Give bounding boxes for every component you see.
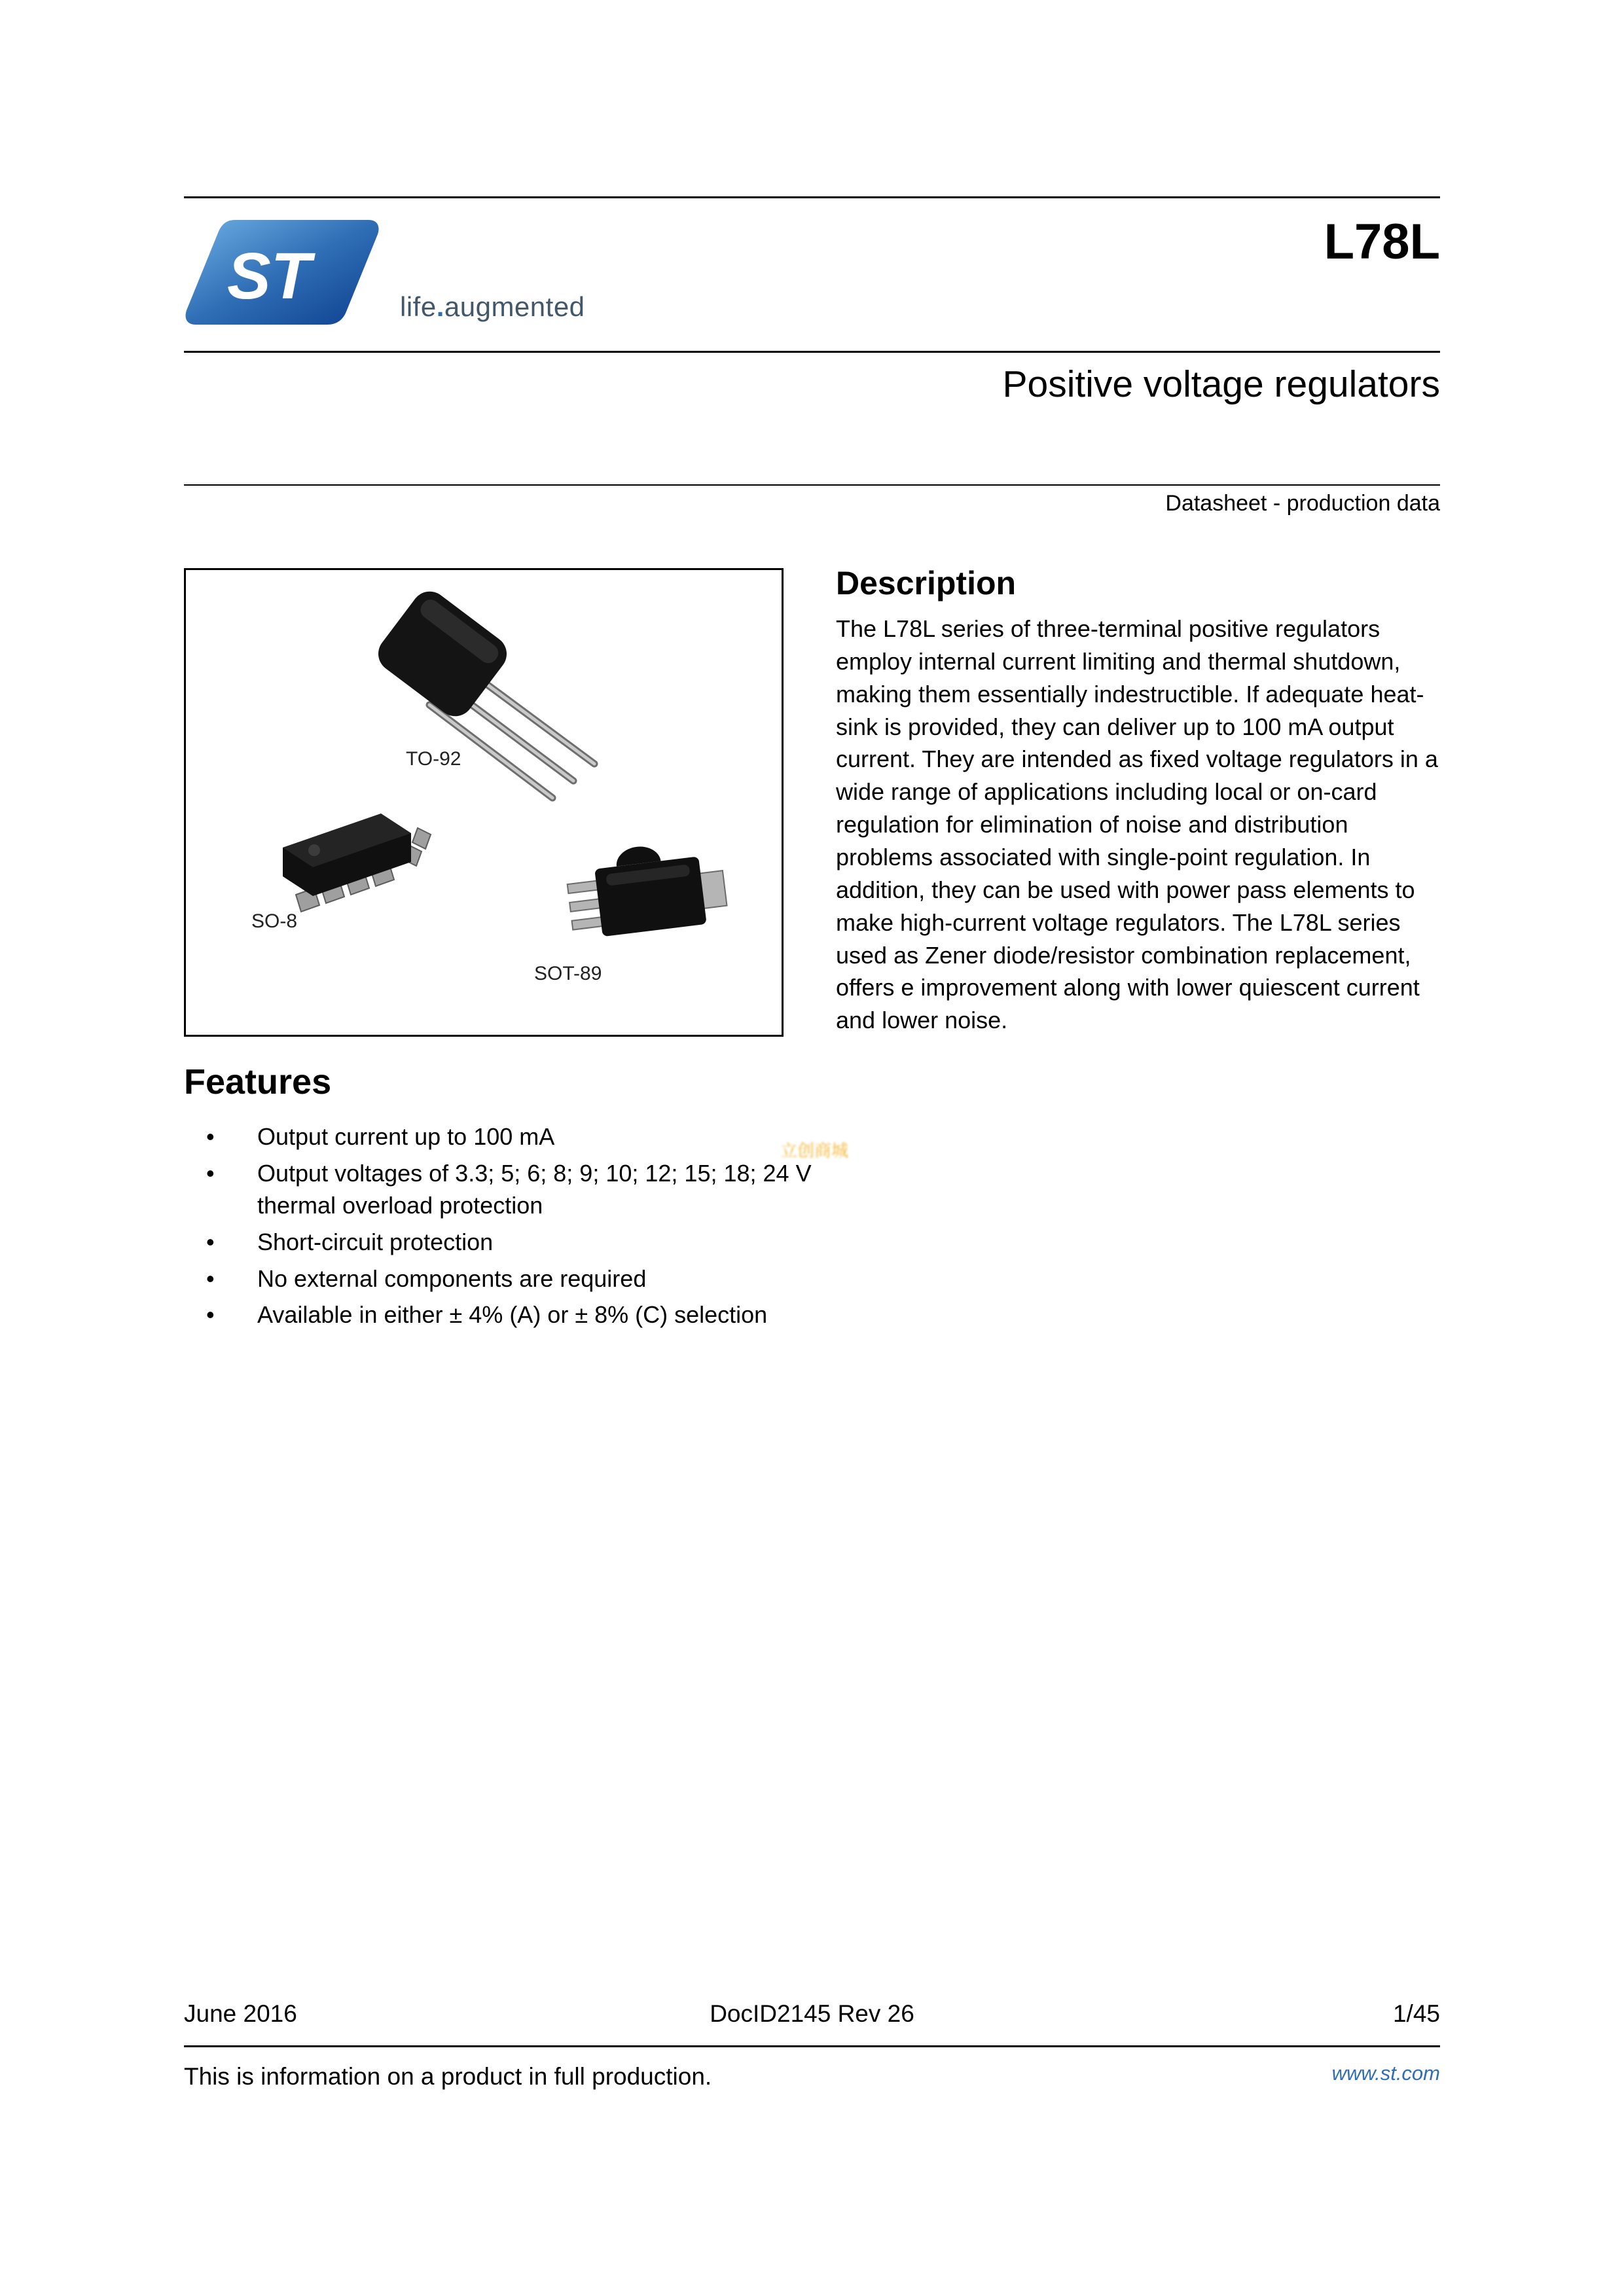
features-section — [184, 1062, 832, 1335]
document-title: L78L — [1324, 214, 1440, 270]
so8-package-image — [283, 814, 431, 912]
feature-item: • Output current up to 100 mA — [184, 1121, 832, 1153]
so8-label: SO-8 — [251, 910, 298, 932]
tagline-life: life — [400, 291, 437, 322]
tagline-augmented: augmented — [444, 291, 585, 322]
watermark: 立创商城 — [780, 1141, 849, 1160]
top-rule — [184, 196, 1440, 198]
tagline-dot: . — [436, 291, 444, 322]
to92-label: TO-92 — [406, 748, 461, 770]
footer-page-number: 1/45 — [1392, 2000, 1440, 2027]
footer-note: This is information on a product in full production. — [184, 2063, 712, 2090]
package-illustrations — [186, 570, 782, 1035]
features-heading: Features — [184, 1062, 332, 1102]
footer-row — [184, 2000, 1440, 2028]
svg-text:ST: ST — [227, 240, 311, 313]
brand-tagline — [400, 291, 585, 332]
document-type-label: Datasheet - production data — [1165, 491, 1440, 516]
sot89-label: SOT-89 — [534, 963, 602, 984]
subtitle-rule — [184, 484, 1440, 486]
document-subtitle: Positive voltage regulators — [1002, 363, 1440, 405]
st-logo-icon — [184, 216, 380, 332]
brand-block — [184, 216, 585, 332]
footer-docid: DocID2145 Rev 26 — [710, 2000, 914, 2027]
description-section — [836, 564, 1443, 1037]
package-image-box — [184, 568, 784, 1037]
footer-date: June 2016 — [184, 2000, 297, 2027]
features-list — [184, 1121, 832, 1331]
feature-item: • Available in either ± 4% (A) or ± 8% (C) selection — [184, 1299, 832, 1331]
feature-item: • No external components are required — [184, 1263, 832, 1295]
st-website-link[interactable]: www.st.com — [1331, 2062, 1440, 2085]
to92-package-image — [371, 584, 594, 798]
description-heading: Description — [836, 565, 1017, 601]
description-body: The L78L series of three-terminal positive regulators employ internal current limiting and thermal shutdown, making them essentially indestructible. If adequate heat-sink is provided, they can deliver up to 100 mA output current. They are intended as fixed voltage regulators in a wide range of applications including local or on-card regulation for elimination of noise and distribution problems associated with single-point regulation. In addition, they can be used with power pass elements to make high-current voltage regulators. The L78L series used as Zener diode/resistor combination replacement, offers e improvement along with lower quiescent current and lower noise. — [836, 615, 1438, 1034]
header-rule — [184, 351, 1440, 353]
feature-item: • Output voltages of 3.3; 5; 6; 8; 9; 10; 12; 15; 18; 24 V thermal overload protection — [184, 1157, 832, 1222]
feature-item: • Short-circuit protection — [184, 1226, 832, 1259]
footer-rule — [184, 2045, 1440, 2047]
sot89-package-image — [564, 836, 729, 940]
